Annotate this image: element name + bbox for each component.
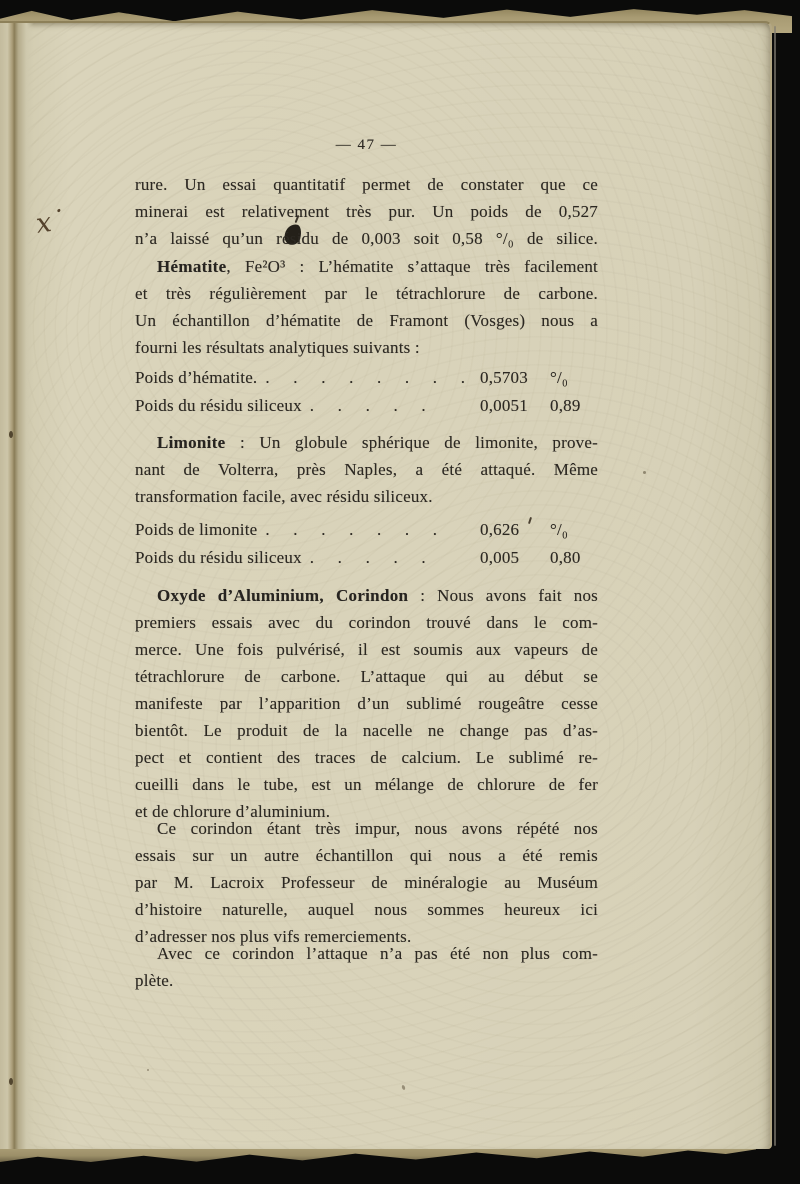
text-line: essais sur un autre échantillon qui nous a été remis (135, 846, 598, 865)
text-line: Avec ce corindon l’attaque n’a pas été non plus com- (157, 944, 598, 963)
text-line: merce. Une fois pulvérisé, il est soumis aux vapeurs de (135, 640, 598, 659)
paragraph-lacroix (135, 815, 598, 950)
text-line: pect et contient des traces de calcium. Le sublimé re- (135, 748, 598, 767)
text-line: Un échantillon d’hématite de Framont (Vosges) nous a (135, 311, 598, 330)
printed-text-area (135, 23, 598, 1149)
table-row (135, 392, 598, 420)
paper-speck (643, 471, 646, 474)
row-label-group (135, 392, 480, 420)
text-line (135, 582, 598, 609)
text-line: premiers essais avec du corindon trouvé dans le com- (135, 613, 598, 632)
table-limonite-results (135, 516, 598, 572)
paragraph-closing (135, 940, 598, 994)
text-line: par M. Lacroix Professeur de minéralogie au Muséum (135, 873, 598, 892)
bold-lead-word: Oxyde d’Aluminium, Corindon (157, 586, 409, 605)
row-label: Poids de limonite (135, 520, 258, 539)
text-line: bientôt. Le produit de la nacelle ne change pas d’as- (135, 721, 598, 740)
table-row (135, 516, 598, 544)
row-label-group (135, 364, 480, 392)
text-line: nant de Volterra, près Naples, a été attaqué. Même (135, 460, 598, 479)
text-segment: , Fe²O³ : L’hématite s’attaque très facilement (226, 257, 598, 276)
text-line: plète. (135, 971, 174, 990)
text-line (135, 253, 598, 280)
text-line: rure. Un essai quantitatif permet de constater que ce (135, 175, 598, 194)
row-percent: 0,80 (550, 548, 581, 567)
paragraph-continuation (135, 171, 598, 252)
handwritten-margin-annotation: x˙ (33, 205, 67, 240)
text-line (135, 429, 598, 456)
bold-lead-word: Limonite (157, 433, 226, 452)
row-label: Poids d’hématite. (135, 368, 258, 387)
paragraph-limonite (135, 429, 598, 510)
row-percent: °/₀ (550, 520, 569, 539)
text-line: d’histoire naturelle, auquel nous sommes heureux ici (135, 900, 598, 919)
page-edge-highlight (774, 26, 776, 1146)
page-number: — 47 — (335, 137, 398, 153)
row-percent: 0,89 (550, 396, 581, 415)
table-hematite-results (135, 364, 598, 420)
text-line: et de chlorure d’aluminium. (135, 802, 331, 821)
paragraph-corindon (135, 582, 598, 825)
text-line: cueilli dans le tube, est un mélange de chlorure de fer (135, 775, 598, 794)
text-line: Ce corindon étant très impur, nous avons répété nos (157, 819, 598, 838)
row-label: Poids du résidu siliceux (135, 548, 302, 567)
text-line: minerai est relativement très pur. Un poids de 0,527 (135, 202, 598, 221)
dot-leader: . . . . . . . . (265, 368, 466, 387)
row-label-group (135, 544, 480, 572)
text-line: fourni les résultats analytiques suivants : (135, 338, 420, 357)
text-segment: : Nous avons fait nos (408, 586, 598, 605)
binding-stitch-hole (9, 1078, 13, 1085)
text-line: n’a laissé qu’un résidu de 0,003 soit 0,58 °/₀ de silice. (135, 229, 598, 248)
dot-leader: . . . . . . . (265, 520, 438, 539)
book-page (0, 21, 772, 1149)
row-value: 0,626 (480, 520, 520, 539)
row-percent: °/₀ (550, 368, 569, 387)
row-label-group (135, 516, 480, 544)
text-line: tétrachlorure de carbone. L’attaque qui au début se (135, 667, 598, 686)
bold-lead-word: Hématite (157, 257, 227, 276)
table-row (135, 544, 598, 572)
row-value: 0,005 (480, 548, 520, 567)
binding-gutter-crease (0, 23, 34, 1149)
dot-leader: . . . . . (309, 548, 426, 567)
text-line: transformation facile, avec résidu siliceux. (135, 487, 433, 506)
binding-stitch-hole (9, 431, 13, 438)
text-segment: : Un globule sphérique de limonite, prove- (225, 433, 598, 452)
text-line: d’adresser nos plus vifs remerciements. (135, 927, 412, 946)
dot-leader: . . . . . (309, 396, 426, 415)
table-row (135, 364, 598, 392)
row-label: Poids du résidu siliceux (135, 396, 302, 415)
text-line: et très régulièrement par le tétrachlorure de carbone. (135, 284, 598, 303)
paragraph-hematite (135, 253, 598, 361)
text-line: manifeste par l’apparition d’un sublimé rougeâtre cesse (135, 694, 598, 713)
row-value: 0,0051 (480, 396, 528, 415)
row-value: 0,5703 (480, 368, 528, 387)
